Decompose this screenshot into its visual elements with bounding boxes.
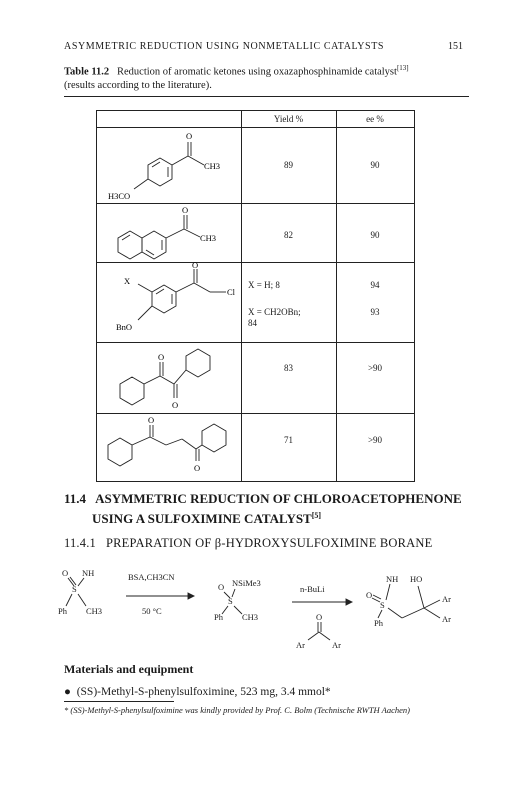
struct-label: BnO	[116, 322, 133, 332]
bullet-dot: ●	[64, 686, 77, 698]
struct-label: O	[158, 352, 165, 362]
struct-label: X	[124, 276, 131, 286]
running-head: ASYMMETRIC REDUCTION USING NONMETALLIC CATALYSTS	[64, 41, 385, 52]
results-table	[96, 110, 415, 482]
silyl-sulfoximine	[214, 578, 261, 622]
table-border	[414, 110, 415, 482]
table-rule	[96, 481, 415, 482]
atom-label: Ar	[442, 614, 451, 624]
atom-label: S	[72, 584, 77, 594]
table-label: Table 11.2	[64, 66, 110, 78]
atom-label: O	[62, 568, 69, 578]
header-ee: ee %	[366, 114, 384, 124]
yield-cell: X = H; 8	[248, 280, 280, 290]
yield-cell: 84	[248, 318, 257, 328]
atom-label: O	[218, 582, 225, 592]
atom-label: O	[366, 590, 373, 600]
atom-label: NH	[82, 568, 95, 578]
ee-cell: >90	[367, 435, 383, 445]
struct-label: O	[194, 463, 201, 473]
struct-label: CH3	[204, 161, 221, 171]
reaction-scheme	[56, 562, 476, 662]
sulfoximine-sm	[58, 568, 102, 616]
section-ref: [5]	[311, 511, 322, 520]
ee-cell: 93	[370, 307, 380, 317]
atom-label: Ar	[296, 640, 305, 650]
struct-label: O	[172, 400, 179, 410]
page-number: 151	[448, 41, 463, 52]
atom-label: O	[316, 612, 323, 622]
ee-cell: 90	[370, 230, 380, 240]
table-caption-cont: (results according to the literature).	[64, 79, 212, 91]
materials-heading: Materials and equipment	[64, 662, 194, 676]
section-title-line1: ASYMMETRIC REDUCTION OF CHLOROACETOPHENONE	[95, 491, 462, 506]
subsection-number: 11.4.1	[64, 536, 96, 550]
atom-label: Ph	[374, 618, 383, 628]
hydroxysulfoximine-product	[366, 574, 451, 628]
table-ref: [13]	[396, 64, 409, 72]
materials-item-text: (SS)-Methyl-S-phenylsulfoximine, 523 mg, 3.4 mmol*	[76, 686, 331, 698]
subsection-title	[64, 536, 484, 551]
atom-label: NH	[386, 574, 399, 584]
yield-cell: X = CH2OBn;	[248, 307, 301, 317]
yield-cell: 83	[284, 363, 293, 373]
footnote: * (SS)-Methyl-S-phenylsulfoximine was kindly provided by Prof. C. Bolm (Technische RWTH Aachen)	[64, 705, 410, 715]
struct-label: O	[192, 262, 199, 270]
struct-label: O	[182, 205, 189, 215]
struct-label: Cl	[227, 287, 236, 297]
atom-label: Ph	[58, 606, 67, 616]
ee-cell: 90	[370, 160, 380, 170]
structure-diketone	[96, 413, 241, 481]
yield-cell: 82	[284, 230, 293, 240]
structure-chloroacetophenone	[96, 262, 241, 342]
structure-benzil	[96, 342, 241, 413]
section-title-line2: USING A SULFOXIMINE CATALYST	[92, 511, 312, 527]
yield-cell: 89	[284, 160, 293, 170]
table-caption-text: Reduction of aromatic ketones using oxazaphosphinamide catalyst	[117, 66, 397, 78]
reagents-step1: BSA,CH3CN	[128, 572, 175, 582]
struct-label: CH3	[200, 233, 217, 243]
struct-label: O	[148, 415, 155, 425]
atom-label: HO	[410, 574, 423, 584]
subsection-title-text: PREPARATION OF β-HYDROXYSULFOXIMINE BORANE	[105, 536, 433, 550]
section-title	[64, 490, 469, 527]
atom-label: S	[228, 596, 233, 606]
ee-cell: >90	[367, 363, 383, 373]
atom-label: Ar	[332, 640, 341, 650]
atom-label: S	[380, 600, 385, 610]
table-rule	[96, 110, 415, 111]
structure-acetonaphthone	[96, 203, 241, 262]
struct-label: H3CO	[108, 191, 131, 201]
atom-label: NSiMe3	[232, 578, 261, 588]
atom-label: CH3	[86, 606, 103, 616]
struct-label: O	[186, 131, 193, 141]
structure-methoxyacetophenone	[96, 127, 241, 203]
reagent-step2: n-BuLi	[300, 584, 325, 594]
ee-cell: 94	[370, 280, 380, 290]
yield-cell: 71	[284, 435, 293, 445]
atom-label: CH3	[242, 612, 259, 622]
temp-step1: 50 °C	[142, 606, 162, 616]
table-caption	[64, 62, 469, 92]
caption-rule	[64, 96, 469, 97]
footnote-rule	[64, 701, 174, 702]
atom-label: Ph	[214, 612, 223, 622]
materials-item	[64, 686, 331, 698]
diaryl-ketone	[296, 612, 341, 650]
header-yield: Yield %	[273, 114, 304, 124]
section-number: 11.4	[64, 491, 87, 506]
atom-label: Ar	[442, 594, 451, 604]
